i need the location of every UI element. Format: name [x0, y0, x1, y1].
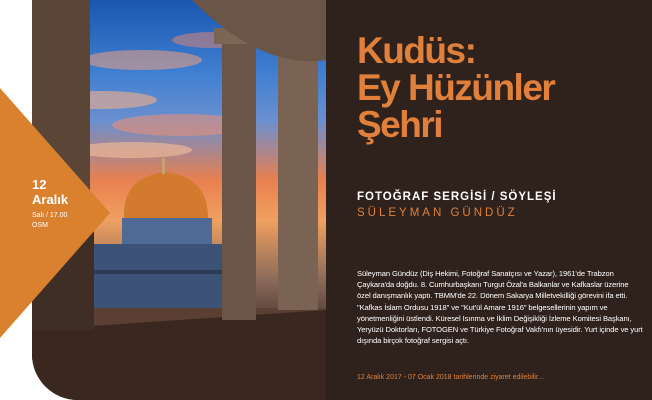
- date-time: Salı / 17.00: [32, 212, 68, 219]
- speaker-bio: Süleyman Gündüz (Diş Hekimi, Fotoğraf Sanatçısı ve Yazar), 1961'de Trabzon Çaykara'da doğdu. 8. Cumhurbaşkanı Turgut Özal'a Balkanlar ve Kafkaslar üzerine özel danışmanlık yaptı. TBMM'de 22. Dönem Sakarya Milletvekilliği görevini ifa etti. "Kafkas İslam Ordusu 1918" ve "Kut'ül Amare 1916" belgesellerinin yapım ve yönetmenliğini üstlendi. Küresel Isınma ve İklim Değişikliği İzleme Komitesi Başkanı, Yeryüzü Doktorları, FOTOGEN ve Türkiye Fotoğraf Vakfı'nın üyesidir. Yurt içinde ve yurt dışında birçok fotoğraf sergisi açtı.: [357, 269, 643, 346]
- event-subtitle: FOTOĞRAF SERGİSİ / SÖYLEŞİ: [357, 191, 557, 203]
- speaker-name: SÜLEYMAN GÜNDÜZ: [357, 207, 518, 219]
- title-line-3: Şehri: [357, 104, 443, 145]
- date-venue: OSM: [32, 222, 48, 229]
- title-line-1: Kudüs:: [357, 30, 476, 71]
- visit-dates: 12 Aralık 2017 - 07 Ocak 2018 tarihlerinde ziyaret edilebilir...: [357, 374, 544, 381]
- event-title: [357, 32, 637, 143]
- date-month: Aralık: [32, 192, 69, 207]
- date-day: 12: [32, 177, 47, 192]
- title-line-2: Ey Hüzünler: [357, 67, 555, 108]
